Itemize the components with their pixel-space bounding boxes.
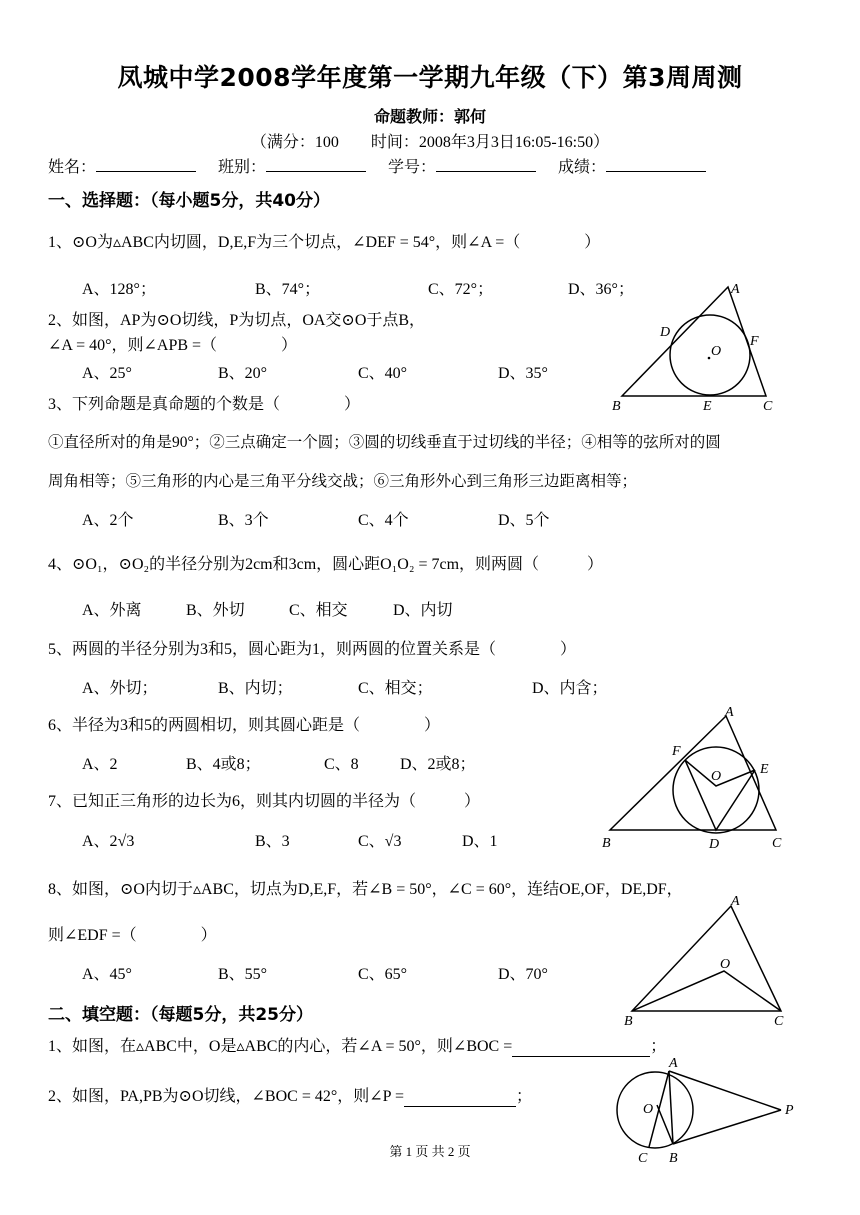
figure-2-incircle [598,700,798,850]
figure-1-incircle [600,278,800,418]
fig2-label-b: B [602,836,611,850]
q4-option-b: B、外切 [186,602,245,619]
q7-option-a: A、2√3 [82,833,135,850]
fig2-label-c: C [772,836,782,850]
question-3: 3、下列命题是真命题的个数是（ ） [48,396,361,413]
fig4-label-c: C [638,1151,648,1166]
q7-option-c: C、√3 [358,833,402,850]
question-8: 8、如图，⊙O内切于▵ABC，切点为D,E,F，若∠B = 50°，∠C = 60°，连结OE,OF，DE,DF， [48,881,683,898]
fill-question-1-text: 1、如图，在▵ABC中，O是▵ABC的内心，若∠A = 50°，则∠BOC = [48,1038,513,1055]
score-label: 成绩： [558,159,607,176]
q8-option-a: A、45° [82,966,132,983]
section-2-title: 二、填空题：（每题5分，共25分） [48,1005,313,1025]
page-title: 凤城中学2008学年度第一学期九年级（下）第3周周测 [117,63,743,92]
fig4-label-o: O [643,1102,654,1117]
name-label: 姓名： [48,159,97,176]
fig1-center-dot [708,357,711,360]
q1-option-a: A、128°； [82,281,156,298]
q8-option-c: C、65° [358,966,408,983]
fig1-label-d: D [660,325,671,340]
fig3-label-b: B [624,1014,633,1029]
q3-option-b: B、3个 [218,512,269,529]
exam-meta: （满分：100 时间：2008年3月3日16:05-16:50） [250,134,610,151]
q7-option-b: B、3 [255,833,290,850]
q2-option-a: A、25° [82,365,132,382]
fig1-incircle [670,315,750,395]
fig4-tangent-pa [669,1071,781,1110]
q1-option-c: C、72°； [428,281,494,298]
fig1-triangle [622,287,766,396]
name-field[interactable] [96,157,196,172]
q4-option-a: A、外离 [82,602,142,619]
page-footer: 第 1 页 共 2 页 [389,1144,471,1159]
q3-option-d: D、5个 [498,512,550,529]
fig3-bisectors [632,971,781,1011]
question-3-statements-2: 周角相等；⑤三角形的内心是三角平分线交战；⑥三角形外心到三角形三边距离相等； [48,473,638,490]
figure-3-incenter [618,892,798,1032]
fig1-label-b: B [612,399,621,414]
fill-question-2-text: 2、如图，PA,PB为⊙O切线，∠BOC = 42°，则∠P = [48,1088,404,1105]
class-label: 班别： [218,159,267,176]
fig3-label-o: O [720,957,731,972]
question-7: 7、已知正三角形的边长为6，则其内切圆的半径为（ ） [48,793,481,810]
question-5: 5、两圆的半径分别为3和5，圆心距为1，则两圆的位置关系是（ ） [48,641,577,658]
id-field[interactable] [436,157,536,172]
fig4-chord-ab [669,1071,673,1144]
q2-option-c: C、40° [358,365,408,382]
question-1: 1、⊙O为▵ABC内切圆，D,E,F为三个切点，∠DEF = 54°，则∠A =（ ） [48,234,601,251]
q6-option-b: B、4或8； [186,756,261,773]
q6-option-d: D、2或8； [400,756,476,773]
q4-option-d: D、内切 [393,602,453,619]
fill-question-2 [48,1083,532,1107]
fill-question-1-tail: ； [650,1038,667,1055]
fig3-label-c: C [774,1014,784,1029]
fig2-triangle [610,716,776,830]
score-field[interactable] [606,157,706,172]
fig2-label-d: D [709,837,720,850]
q4-option-c: C、相交 [289,602,348,619]
q3-option-c: C、4个 [358,512,409,529]
student-fields [48,154,724,177]
fig2-label-f: F [672,744,681,759]
q5-option-c: C、相交； [358,680,433,697]
q5-option-b: B、内切； [218,680,293,697]
q3-option-a: A、2个 [82,512,134,529]
question-8-line-2: 则∠EDF =（ ） [48,927,217,944]
fig1-label-f: F [750,334,759,349]
id-label: 学号： [388,159,437,176]
q2-option-b: B、20° [218,365,268,382]
question-6: 6、半径为3和5的两圆相切，则其圆心距是（ ） [48,717,441,734]
q8-option-d: D、70° [498,966,548,983]
question-3-statements-1: ①直径所对的角是90°；②三点确定一个圆；③圆的切线垂直于过切线的半径；④相等的弦所对的圆 [48,434,721,451]
q6-option-c: C、8 [324,756,359,773]
question-4: 4、⊙O₁，⊙O₂的半径分别为2cm和3cm，圆心距O₁O₂ = 7cm，则两圆（ ） [48,556,604,573]
question-2-line-2: ∠A = 40°，则∠APB =（ ） [48,337,298,354]
q8-option-b: B、55° [218,966,268,983]
fill-question-2-blank[interactable] [404,1088,516,1107]
section-1-title: 一、选择题：（每小题5分，共40分） [48,191,330,211]
fig4-label-p: P [785,1103,794,1118]
q1-option-b: B、74°； [255,281,321,298]
q2-option-d: D、35° [498,365,548,382]
q5-option-d: D、内含； [532,680,608,697]
fill-question-1 [48,1033,666,1057]
teacher-line: 命题教师：郭何 [373,107,486,126]
class-field[interactable] [266,157,366,172]
q6-option-a: A、2 [82,756,118,773]
fig2-label-a: A [725,705,734,720]
q1-option-d: D、36°； [568,281,634,298]
question-2: 2、如图，AP为⊙O切线，P为切点，OA交⊙O于点B， [48,312,426,329]
fig1-label-e: E [703,399,712,414]
fig4-circle [617,1072,693,1148]
fig1-label-a: A [731,282,740,297]
fig4-label-b: B [669,1151,678,1166]
fig2-label-o: O [711,769,722,784]
fig1-label-o: O [711,344,722,359]
fig2-label-e: E [760,762,769,777]
fill-question-2-tail: ； [515,1088,532,1105]
fig1-label-c: C [763,399,773,414]
fig3-label-a: A [731,894,740,909]
q7-option-d: D、1 [462,833,498,850]
q5-option-a: A、外切； [82,680,158,697]
fig4-label-a: A [669,1056,678,1071]
